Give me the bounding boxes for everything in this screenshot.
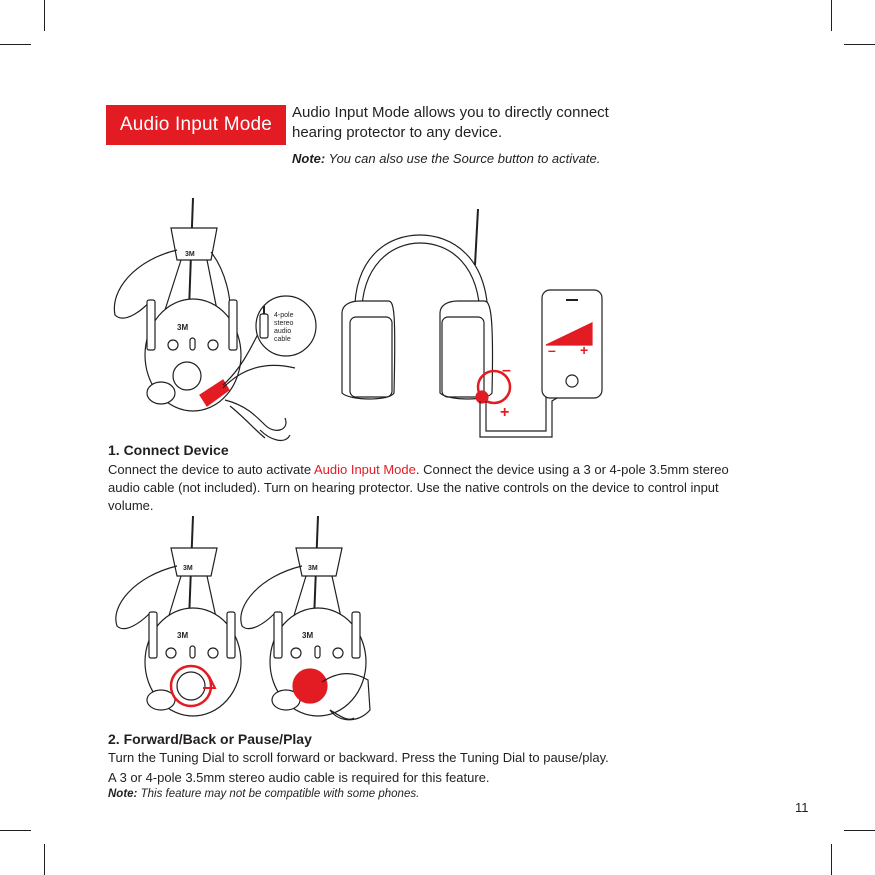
- svg-text:3M: 3M: [177, 323, 189, 332]
- page-number: 11: [795, 800, 809, 815]
- crop-mark: [831, 844, 832, 875]
- svg-text:–: –: [548, 342, 556, 358]
- svg-text:–: –: [502, 362, 511, 379]
- cable-label: [274, 312, 314, 344]
- intro-note: [292, 151, 600, 166]
- section-badge: Audio Input Mode: [106, 105, 286, 145]
- svg-text:3M: 3M: [308, 565, 318, 572]
- crop-mark: [0, 44, 31, 45]
- svg-text:+: +: [500, 404, 510, 421]
- svg-text:3M: 3M: [177, 631, 189, 640]
- step1-text: [108, 461, 748, 515]
- note-text: You can also use the Source button to activate.: [328, 151, 601, 166]
- crop-mark: [831, 0, 832, 31]
- note-text: This feature may not be compatible with some phones.: [140, 788, 420, 800]
- crop-mark: [844, 44, 875, 45]
- step1-highlight: Audio Input Mode: [313, 462, 416, 477]
- crop-mark: [44, 844, 45, 875]
- headset-front-illustration: [330, 205, 620, 445]
- step1-title: 1. Connect Device: [108, 442, 229, 458]
- turn-dial-illustration: [105, 510, 235, 720]
- step2-line2: A 3 or 4-pole 3.5mm stereo audio cable is required for this feature.: [108, 770, 490, 785]
- svg-text:+: +: [580, 342, 589, 358]
- step2-title: 2. Forward/Back or Pause/Play: [108, 731, 312, 747]
- press-dial-illustration: [230, 510, 380, 730]
- svg-text:3M: 3M: [185, 251, 195, 258]
- step1-text-before: Connect the device to auto activate: [108, 462, 314, 477]
- cable-label-line: stereo: [274, 320, 294, 327]
- crop-mark: [844, 830, 875, 831]
- note-label: Note:: [292, 151, 326, 166]
- note-label: Note:: [108, 788, 138, 800]
- step2-line1: Turn the Tuning Dial to scroll forward or backward. Press the Tuning Dial to pause/play.: [108, 750, 609, 765]
- svg-text:3M: 3M: [302, 631, 314, 640]
- step2-note: [108, 788, 419, 800]
- intro-text: Audio Input Mode allows you to directly connect hearing protector to any device.: [292, 104, 609, 141]
- cable-label-line: audio: [274, 328, 292, 335]
- cable-label-line: 4-pole: [274, 312, 294, 319]
- crop-mark: [0, 830, 31, 831]
- crop-mark: [44, 0, 45, 31]
- cable-label-line: cable: [274, 336, 291, 343]
- svg-text:3M: 3M: [183, 565, 193, 572]
- step1-text-after: . Connect the device using a 3 or 4-pole 3.5mm stereo audio cable (not included). Turn on hearing protector. Use the native controls on the device to control input volume.: [108, 462, 729, 513]
